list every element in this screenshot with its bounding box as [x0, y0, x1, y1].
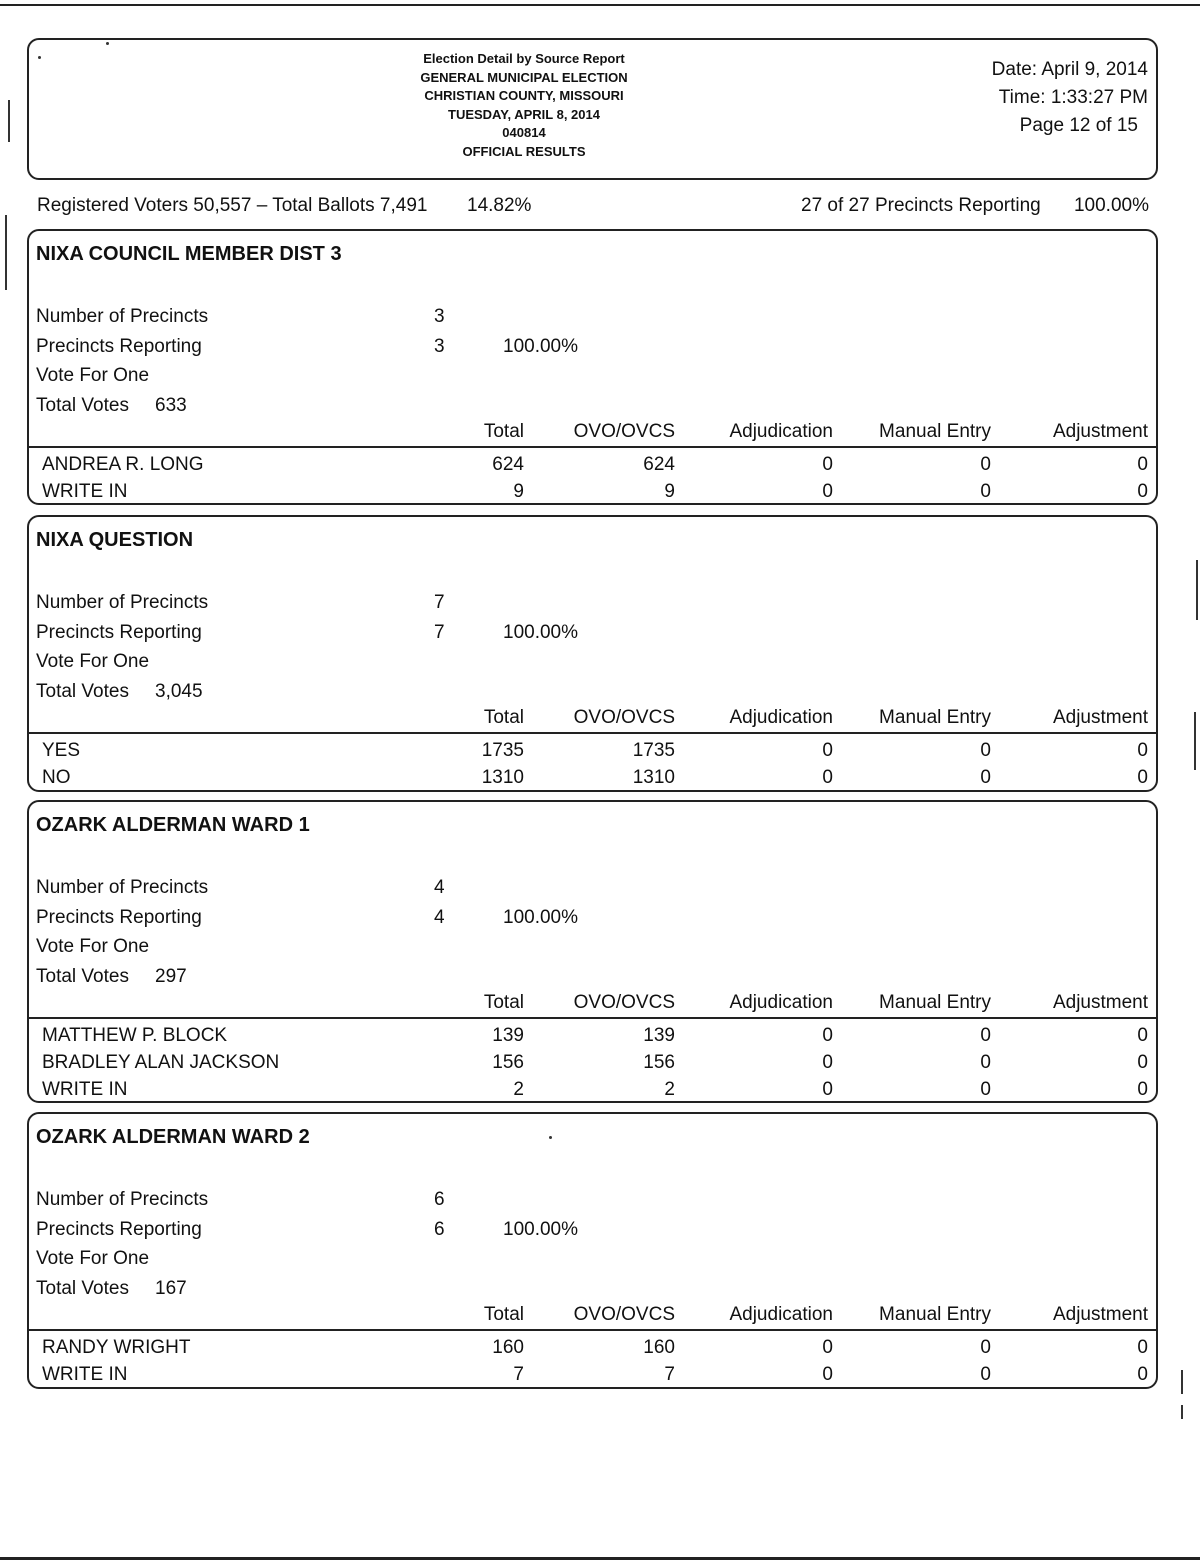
- adjudication-value: 0: [822, 767, 833, 788]
- column-header-row: [29, 992, 1156, 1018]
- adjustment-value: 0: [1137, 1079, 1148, 1100]
- table-row: [29, 1052, 1156, 1078]
- num-precincts-row: [36, 1189, 596, 1215]
- table-row: [29, 454, 1156, 480]
- manual-entry-value: 0: [980, 1337, 991, 1358]
- col-adjudication: Adjudication: [729, 707, 833, 728]
- column-header-row: [29, 421, 1156, 447]
- election-code: 040814: [502, 125, 546, 140]
- precincts-reporting-pct: 100.00%: [503, 1219, 579, 1240]
- precincts-reporting-pct: 100.00%: [503, 622, 579, 643]
- scan-speck: [106, 42, 109, 45]
- col-total: Total: [483, 707, 524, 728]
- vote-for-row: [36, 1248, 596, 1274]
- contest-title: NIXA COUNCIL MEMBER DIST 3: [36, 243, 342, 265]
- col-adjudication: Adjudication: [729, 1304, 833, 1325]
- precincts-reporting-pct: 100.00%: [503, 907, 579, 928]
- scan-margin-mark: [1194, 712, 1196, 770]
- scan-margin-mark: [5, 215, 7, 290]
- table-row: [29, 1364, 1156, 1390]
- contest-nixa-question: [27, 515, 1158, 792]
- ovo-value: 160: [643, 1337, 675, 1358]
- contest-ozark-alderman-ward-2: [27, 1112, 1158, 1389]
- num-precincts-label: Number of Precincts: [36, 1189, 209, 1210]
- col-adjudication: Adjudication: [729, 421, 833, 442]
- scan-margin-mark: [1181, 1405, 1183, 1419]
- header-rule: [29, 446, 1156, 448]
- col-adjustment: Adjustment: [1052, 421, 1148, 442]
- header-rule: [29, 1329, 1156, 1331]
- num-precincts-row: [36, 306, 596, 332]
- table-row: [29, 481, 1156, 507]
- table-row: [29, 1025, 1156, 1051]
- precincts-reporting-label: Precincts Reporting: [36, 907, 202, 928]
- adjudication-value: 0: [822, 1079, 833, 1100]
- report-meta: [992, 56, 1148, 140]
- registered-voters: Registered Voters 50,557 – Total Ballots 7,491: [37, 195, 428, 216]
- candidate-name: RANDY WRIGHT: [42, 1337, 191, 1358]
- precincts-reporting-row: [36, 1219, 596, 1245]
- vote-for-label: Vote For One: [36, 1248, 150, 1269]
- precincts-reporting-value: 7: [434, 622, 445, 643]
- num-precincts-value: 7: [434, 592, 445, 613]
- column-header-row: [29, 1304, 1156, 1330]
- vote-for-label: Vote For One: [36, 936, 150, 957]
- total-value: 2: [513, 1079, 524, 1100]
- manual-entry-value: 0: [980, 1364, 991, 1385]
- col-manual-entry: Manual Entry: [879, 421, 991, 442]
- ovo-value: 2: [664, 1079, 675, 1100]
- page-number: Page 12 of 15: [1019, 115, 1138, 136]
- manual-entry-value: 0: [980, 454, 991, 475]
- precincts-reporting-value: 4: [434, 907, 445, 928]
- total-votes-label: Total Votes: [36, 1278, 129, 1299]
- ovo-value: 156: [643, 1052, 675, 1073]
- num-precincts-label: Number of Precincts: [36, 877, 209, 898]
- scan-margin-mark: [1196, 560, 1198, 620]
- precincts-reporting-label: Precincts Reporting: [36, 622, 202, 643]
- choice-name: YES: [42, 740, 81, 761]
- num-precincts-label: Number of Precincts: [36, 592, 209, 613]
- adjudication-value: 0: [822, 481, 833, 502]
- ovo-value: 624: [643, 454, 675, 475]
- total-votes-label: Total Votes: [36, 966, 129, 987]
- report-header: [27, 38, 1158, 180]
- total-value: 9: [513, 481, 524, 502]
- table-row: [29, 740, 1156, 766]
- report-time: Time: 1:33:27 PM: [998, 87, 1148, 108]
- scan-speck: [549, 1136, 552, 1139]
- county-name: CHRISTIAN COUNTY, MISSOURI: [424, 88, 624, 103]
- election-name: GENERAL MUNICIPAL ELECTION: [420, 69, 628, 85]
- col-adjustment: Adjustment: [1052, 1304, 1148, 1325]
- summary-line: [37, 195, 1149, 221]
- num-precincts-row: [36, 592, 596, 618]
- total-value: 1735: [481, 740, 524, 761]
- header-rule: [29, 732, 1156, 734]
- manual-entry-value: 0: [980, 1052, 991, 1073]
- col-ovo: OVO/OVCS: [573, 992, 675, 1013]
- contest-title: OZARK ALDERMAN WARD 1: [36, 814, 310, 836]
- num-precincts-value: 3: [434, 306, 445, 327]
- precincts-reporting-pct: 100.00%: [1073, 195, 1149, 216]
- table-row: [29, 1079, 1156, 1105]
- col-ovo: OVO/OVCS: [573, 1304, 675, 1325]
- total-votes-value: 3,045: [155, 681, 203, 702]
- total-value: 139: [492, 1025, 524, 1046]
- precincts-reporting-row: [36, 622, 596, 648]
- col-total: Total: [483, 992, 524, 1013]
- total-votes-row: [36, 1278, 596, 1304]
- contest-title: NIXA QUESTION: [36, 529, 194, 551]
- adjudication-value: 0: [822, 1052, 833, 1073]
- ovo-value: 1735: [632, 740, 675, 761]
- scan-margin-mark: [1181, 1370, 1183, 1394]
- bottom-border-line: [0, 1557, 1200, 1560]
- col-ovo: OVO/OVCS: [573, 421, 675, 442]
- col-ovo: OVO/OVCS: [573, 707, 675, 728]
- contest-nixa-council-dist-3: [27, 229, 1158, 505]
- vote-for-row: [36, 936, 596, 962]
- adjustment-value: 0: [1137, 1364, 1148, 1385]
- election-date: TUESDAY, APRIL 8, 2014: [448, 106, 600, 122]
- num-precincts-value: 4: [434, 877, 445, 898]
- precincts-reporting-pct: 100.00%: [503, 336, 579, 357]
- adjudication-value: 0: [822, 740, 833, 761]
- precincts-reporting-label: Precincts Reporting: [36, 336, 202, 357]
- total-votes-label: Total Votes: [36, 681, 129, 702]
- total-value: 7: [513, 1364, 524, 1385]
- contest-title: OZARK ALDERMAN WARD 2: [36, 1126, 310, 1148]
- col-adjustment: Adjustment: [1052, 707, 1148, 728]
- adjustment-value: 0: [1137, 1025, 1148, 1046]
- manual-entry-value: 0: [980, 481, 991, 502]
- total-votes-value: 167: [155, 1278, 187, 1299]
- col-total: Total: [483, 1304, 524, 1325]
- adjudication-value: 0: [822, 1364, 833, 1385]
- candidate-name: MATTHEW P. BLOCK: [42, 1025, 228, 1046]
- vote-for-row: [36, 651, 596, 677]
- choice-name: NO: [42, 767, 71, 788]
- turnout-pct: 14.82%: [467, 195, 532, 216]
- precincts-reporting-value: 6: [434, 1219, 445, 1240]
- ovo-value: 1310: [632, 767, 675, 788]
- col-manual-entry: Manual Entry: [879, 707, 991, 728]
- total-votes-row: [36, 681, 596, 707]
- vote-for-label: Vote For One: [36, 365, 150, 386]
- total-votes-label: Total Votes: [36, 395, 129, 416]
- precincts-reporting: 27 of 27 Precincts Reporting: [801, 195, 1041, 216]
- num-precincts-label: Number of Precincts: [36, 306, 209, 327]
- total-votes-value: 297: [155, 966, 187, 987]
- ovo-value: 7: [664, 1364, 675, 1385]
- total-votes-value: 633: [155, 395, 187, 416]
- candidate-name: WRITE IN: [42, 481, 128, 502]
- total-value: 624: [492, 454, 524, 475]
- table-row: [29, 1337, 1156, 1363]
- col-manual-entry: Manual Entry: [879, 992, 991, 1013]
- adjustment-value: 0: [1137, 1052, 1148, 1073]
- adjustment-value: 0: [1137, 481, 1148, 502]
- num-precincts-value: 6: [434, 1189, 445, 1210]
- adjudication-value: 0: [822, 454, 833, 475]
- adjustment-value: 0: [1137, 767, 1148, 788]
- adjudication-value: 0: [822, 1337, 833, 1358]
- total-value: 1310: [481, 767, 524, 788]
- manual-entry-value: 0: [980, 767, 991, 788]
- header-rule: [29, 1017, 1156, 1019]
- vote-for-label: Vote For One: [36, 651, 150, 672]
- manual-entry-value: 0: [980, 740, 991, 761]
- col-adjudication: Adjudication: [729, 992, 833, 1013]
- precincts-reporting-row: [36, 336, 596, 362]
- contest-ozark-alderman-ward-1: [27, 800, 1158, 1103]
- adjustment-value: 0: [1137, 1337, 1148, 1358]
- total-votes-row: [36, 395, 596, 421]
- adjudication-value: 0: [822, 1025, 833, 1046]
- top-border-line: [0, 4, 1200, 6]
- results-status: OFFICIAL RESULTS: [462, 143, 586, 159]
- total-value: 160: [492, 1337, 524, 1358]
- report-date: Date: April 9, 2014: [991, 59, 1148, 80]
- candidate-name: ANDREA R. LONG: [42, 454, 204, 475]
- vote-for-row: [36, 365, 596, 391]
- table-row: [29, 767, 1156, 793]
- candidate-name: WRITE IN: [42, 1079, 128, 1100]
- col-manual-entry: Manual Entry: [879, 1304, 991, 1325]
- ovo-value: 9: [664, 481, 675, 502]
- scan-speck: [38, 56, 41, 59]
- total-value: 156: [492, 1052, 524, 1073]
- num-precincts-row: [36, 877, 596, 903]
- precincts-reporting-label: Precincts Reporting: [36, 1219, 202, 1240]
- precincts-reporting-row: [36, 907, 596, 933]
- candidate-name: WRITE IN: [42, 1364, 128, 1385]
- manual-entry-value: 0: [980, 1025, 991, 1046]
- col-total: Total: [483, 421, 524, 442]
- scan-margin-mark: [8, 100, 10, 142]
- ovo-value: 139: [643, 1025, 675, 1046]
- col-adjustment: Adjustment: [1052, 992, 1148, 1013]
- report-title: Election Detail by Source Report: [423, 51, 625, 66]
- column-header-row: [29, 707, 1156, 733]
- candidate-name: BRADLEY ALAN JACKSON: [42, 1052, 280, 1073]
- report-title-block: [329, 50, 719, 161]
- adjustment-value: 0: [1137, 740, 1148, 761]
- adjustment-value: 0: [1137, 454, 1148, 475]
- manual-entry-value: 0: [980, 1079, 991, 1100]
- precincts-reporting-value: 3: [434, 336, 445, 357]
- total-votes-row: [36, 966, 596, 992]
